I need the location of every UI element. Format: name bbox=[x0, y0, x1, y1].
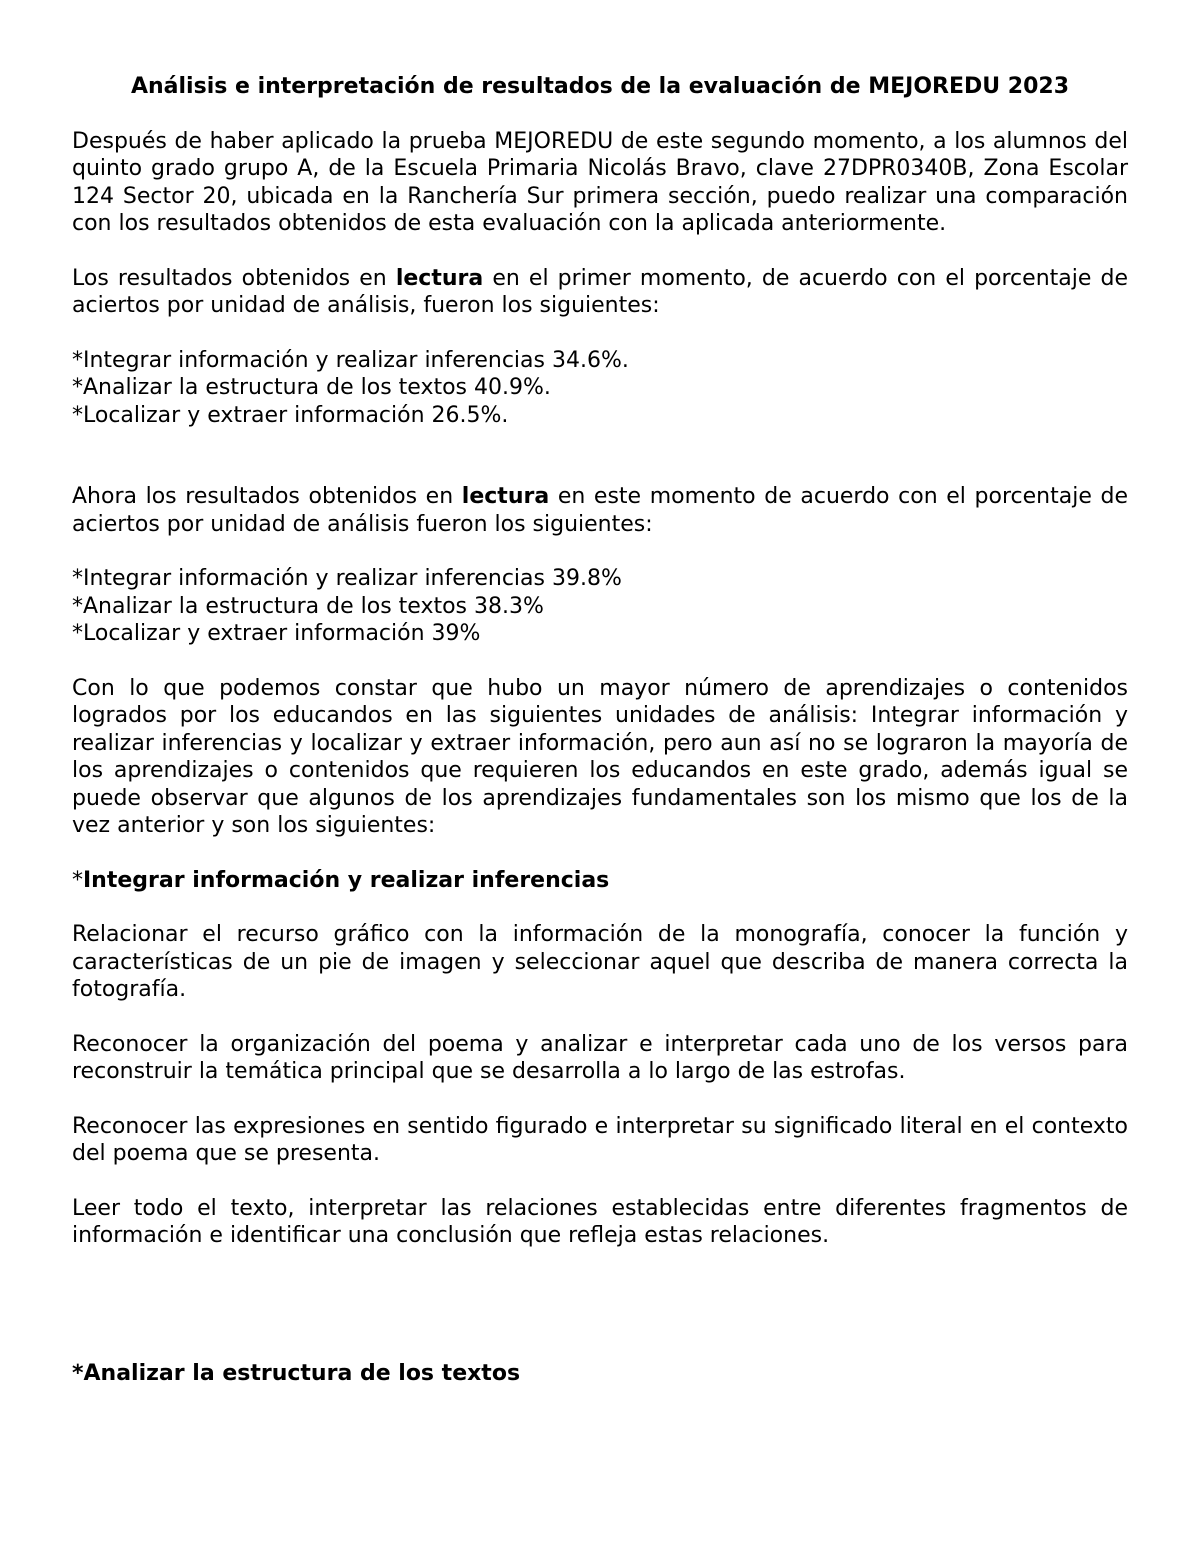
list-item: *Integrar información y realizar inferencias 34.6%. bbox=[72, 347, 629, 373]
first-results-pre: Los resultados obtenidos en bbox=[72, 265, 396, 291]
conclusion-paragraph: Con lo que podemos constar que hubo un mayor número de aprendizajes o contenidos logrados por los educandos en las siguientes unidades de análisis: Integrar información y realizar inferencias y localizar y extraer información, pero aun así no se lograron la mayoría de los aprendizajes o contenidos que requieren los educandos en este grado, además igual se puede observar que algunos de los aprendizajes fundamentales son los mismo que los de la vez anterior y son los siguientes: bbox=[72, 675, 1128, 838]
section1-paragraph: Leer todo el texto, interpretar las relaciones establecidas entre diferentes fragmentos de información e identificar una conclusión que refleja estas relaciones. bbox=[72, 1195, 1128, 1248]
section-heading-prefix: * bbox=[72, 867, 83, 893]
document-title: Análisis e interpretación de resultados de la evaluación de MEJOREDU 2023 bbox=[130, 74, 1070, 99]
section1-paragraph: Relacionar el recurso gráfico con la información de la monografía, conocer la función y características de un pie de imagen y seleccionar aquel que describa de manera correcta la fotografía. bbox=[72, 922, 1128, 1002]
list-item: *Integrar información y realizar inferencias 39.8% bbox=[72, 566, 622, 591]
first-results-paragraph bbox=[72, 265, 1128, 320]
list-item: *Localizar y extraer información 26.5%. bbox=[72, 402, 509, 428]
list-item: *Localizar y extraer información 39% bbox=[72, 621, 481, 646]
section-heading-text: Integrar información y realizar inferencias bbox=[83, 867, 610, 893]
second-results-list bbox=[72, 565, 1128, 648]
second-results-post: en este momento de acuerdo con el porcentaje de aciertos por unidad de análisis fueron los siguientes: bbox=[72, 484, 1128, 537]
second-results-pre: Ahora los resultados obtenidos en bbox=[72, 484, 462, 509]
intro-paragraph: Después de haber aplicado la prueba MEJOREDU de este segundo momento, a los alumnos del quinto grado grupo A, de la Escuela Primaria Nicolás Bravo, clave 27DPR0340B, Zona Escolar 124 Sector 20, ubicada en la Ranchería Sur primera sección, puedo realizar una comparación con los resultados obtenidos de esta evaluación con la aplicada anteriormente. bbox=[72, 128, 1128, 236]
list-item: *Analizar la estructura de los textos 40.9%. bbox=[72, 375, 551, 400]
second-results-keyword: lectura bbox=[461, 484, 550, 509]
section-heading-analizar: *Analizar la estructura de los textos bbox=[72, 1360, 521, 1386]
first-results-post: en el primer momento, de acuerdo con el porcentaje de aciertos por unidad de análisis, fueron los siguientes: bbox=[72, 265, 1128, 318]
section1-paragraph: Reconocer las expresiones en sentido figurado e interpretar su significado literal en el contexto del poema que se presenta. bbox=[72, 1113, 1128, 1166]
list-item: *Analizar la estructura de los textos 38.3% bbox=[72, 593, 544, 619]
section1-paragraph: Reconocer la organización del poema y analizar e interpretar cada uno de los versos para reconstruir la temática principal que se desarrolla a lo largo de las estrofas. bbox=[72, 1031, 1128, 1084]
first-results-list bbox=[72, 347, 1128, 430]
second-results-paragraph bbox=[72, 483, 1128, 538]
section-heading-integrar bbox=[72, 867, 1128, 895]
first-results-keyword: lectura bbox=[395, 265, 484, 291]
